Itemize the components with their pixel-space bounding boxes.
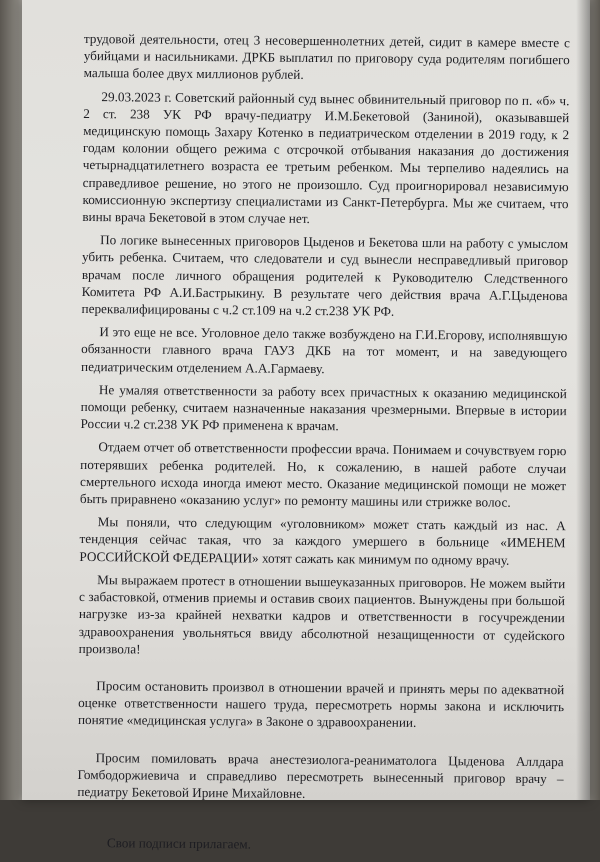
paper-sheet	[22, 0, 590, 852]
paragraph-7: Мы поняли, что следующим «уголовником» может стать каждый из нас. А тенденция сейчас такая, что за каждого умершего в больнице «ИМЕНЕМ РОССИЙСКОЙ ФЕДЕРАЦИИ» хотят сажать как минимум по одному врачу.	[79, 514, 566, 568]
paragraph-5: Не умаляя ответственности за работу всех причастных к оказанию медицинской помощи ребенку, считаем назначенные наказания чрезмерными. Впервые в истории России ч.2 ст.238 УК РФ применена к врачам.	[80, 382, 567, 434]
paragraph-4: И это еще не все. Уголовное дело также возбуждено на Г.И.Егорову, исполнявшую обязанности главного врача ГАУЗ ДКБ на тот момент, и на заведующего педиатрическим отделением А.А.Гармаеву.	[81, 324, 568, 376]
paper-edge-shadow	[576, 0, 590, 800]
paragraph-1: трудовой деятельности, отец 3 несовершеннолетних детей, сидит в камере вместе с убийцами и насильниками. ДРКБ выплатил по приговору суда родителям погибшего малыша более двух миллионов рублей.	[83, 30, 570, 83]
paragraph-8: Мы выражаем протест в отношении вышеуказанных приговоров. Не можем выйти с забастовкой, отменив приемы и оставив своих пациентов. Вынуждены при большой нагрузке из-за крайней нехватки кадров и ответственности в госучреждении здравоохранения увольняться ввиду абсолютной незащищенности от судейского произвола!	[78, 572, 566, 657]
paragraph-3: По логике вынесенных приговоров Цыденов и Бекетова шли на работу с умыслом убить ребенка. Считаем, что следователи и суд вынесли несправедливый приговор врачам после личного обращения родителей к Руководителю Следственного Комитета РФ А.И.Бастрыкину. В результате чего действия врача А.Г.Цыденова переквалифицированы с ч.2 ст.109 на ч.2 ст.238 УК РФ.	[81, 232, 569, 319]
letter-body	[77, 30, 570, 862]
paragraph-6: Отдаем отчет об ответственности профессии врача. Понимаем и сочувствуем горю потерявших ребенка родителей. Но, к сожалению, в нашей работе случаи смертельного исхода иногда имеют место. Оказание медицинской помощи не может быть приравнено «оказанию услуг» по ремонту машины или стрижке волос.	[79, 439, 567, 510]
paragraph-9: Просим остановить произвол в отношении врачей и принять меры по адекватной оценке ответственности нашего труда, пересмотреть нормы закона и исключить понятие «медицинская услуга» в Законе о здравоохранении.	[77, 678, 565, 731]
paragraph-2: 29.03.2023 г. Советский районный суд вынес обвинительный приговор по п. «б» ч. 2 ст. 238 УК РФ врачу-педиатру И.М.Бекетовой (Заниной), оказывавшей медицинскую помощь Захару Котенко в педиатрическом отделении в 2019 году, к 2 годам колонии общего режима с отсрочкой отбывания наказания до достижения четырнадцатилетнего возраста ее третьим ребенком. Мы терпеливо надеялись на справедливое решение, но этого не произошло. Суд проигнорировал независимую комиссионную экспертизу специалистами из Санкт-Петербурга. Мы же считаем, что вины врача Бекетовой в этом случае нет.	[82, 88, 570, 227]
paragraph-10: Просим помиловать врача анестезиолога-реаниматолога Цыденова Аллдара Гомбодоржиевича и справедливо пересмотреть вынесенный приговор врачу – педиатру Бекетовой Ирине Михайловне.	[77, 749, 564, 801]
signatures-note: Свои подписи прилагаем.	[106, 835, 252, 852]
